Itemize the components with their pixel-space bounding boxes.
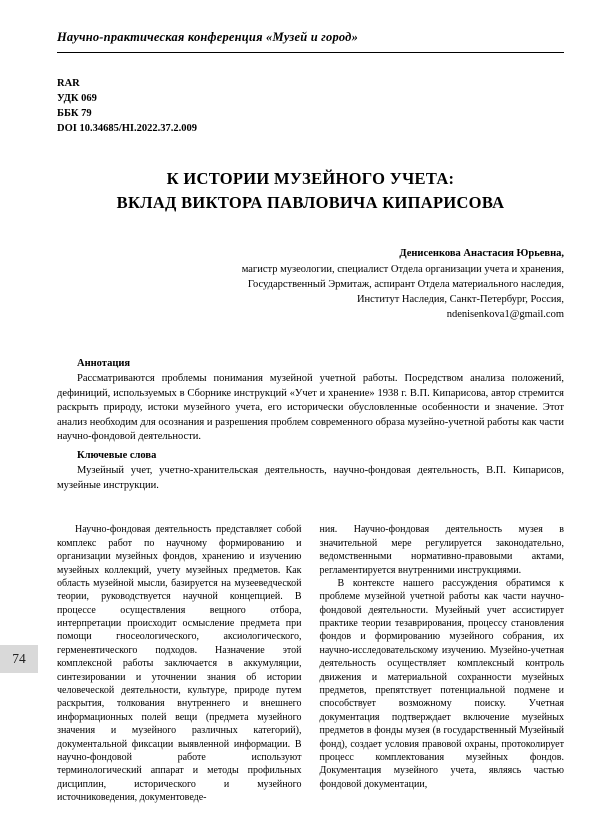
body-paragraph: Научно-фондовая деятельность представляет собой комплекс работ по научному формированию и организации музейных фондов, хранению и изучению музейных коллекций, учету музейных предметов. Как область музейной мысли, базируется на музееведческой теории, руководствуется научной концепцией. В процессе осуществления вещного отбора, интерпретации происходит осмысление предмета при помощи гносеологического, аксиологического, герменевтического подходов. Назначение этой комплексной работы заключается в аккумуляции, синтезировании и уточнении знания об истории человеческой деятельности, культуре, природе путем раскрытия, толкования внутреннего и внешнего информационных полей вещи (предмета музейного значения и музейного различных категорий), документальной фиксации выявленной информации. В научно-фондовой работе используют терминологический аппарат и методы профильных дисциплин, исторического и музейного источниковедения, документоведе- bbox=[57, 524, 302, 804]
keywords-heading: Ключевые слова bbox=[77, 449, 157, 461]
author-email: ndenisenkova1@gmail.com bbox=[446, 309, 564, 321]
author-block bbox=[57, 246, 564, 322]
body-column-right bbox=[320, 523, 565, 804]
abstract-heading: Аннотация bbox=[77, 357, 131, 369]
bbk-code: ББК 79 bbox=[57, 107, 92, 119]
title-line-1: К ИСТОРИИ МУЗЕЙНОГО УЧЕТА: bbox=[166, 168, 455, 188]
body-paragraph: В контексте нашего рассуждения обратимся к проблеме музейной учетной работы как части научно-фондовой деятельности. Музейный учет ассистирует практике теории тезаврирования, процессу становления фондов и формированию музейного собрания, их научно-исследовательскому изучению. Музейно-учетная деятельность осуществляет комплексный контроль движения и материальной сохранности музейных предметов, препятствует потенциальной подмене и способствует возможному поиску. Учетная документация подтверждает включение музейных предметов в фонды музея (в государственный Музейный фонд), создает условия правовой охраны, протоколирует процесс комплектования музейных фондов. Документация музейного учета, являясь частью фондовой документации, bbox=[319, 577, 564, 790]
page-number: 74 bbox=[12, 651, 26, 666]
abstract-section bbox=[57, 357, 564, 445]
body-paragraph: ния. Научно-фондовая деятельность музея в значительной мере регулируется законодательно, ведомственными нормативно-правовыми актами, регламентируется внутренними инструкциями. bbox=[319, 524, 564, 576]
keywords-section bbox=[57, 449, 564, 494]
article-title bbox=[57, 167, 564, 215]
article-type-code: RAR bbox=[57, 78, 80, 89]
title-line-2: ВКЛАД ВИКТОРА ПАВЛОВИЧА КИПАРИСОВА bbox=[116, 192, 505, 212]
author-name: Денисенкова Анастасия Юрьевна, bbox=[399, 248, 564, 260]
article-body bbox=[57, 523, 564, 804]
author-affiliation-3: Институт Наследия, Санкт-Петербург, Россия, bbox=[356, 294, 564, 306]
author-affiliation-1: магистр музеологии, специалист Отдела организации учета и хранения, bbox=[241, 263, 564, 275]
keywords-text: Музейный учет, учетно-хранительская деятельность, научно-фондовая деятельность, В.П. Кипарисов, музейные инструкции. bbox=[57, 465, 564, 491]
running-header bbox=[57, 30, 564, 53]
article-meta bbox=[57, 77, 564, 137]
body-column-left bbox=[57, 523, 302, 804]
abstract-text: Рассматриваются проблемы понимания музейной учетной работы. Посредством анализа положений, дефиниций, используемых в Сборнике инструкций «Учет и хранение» 1938 г. В.П. Кипарисова, автор стремится раскрыть природу, истоки музейного учета, его исторически обусловленные особенности и значение. Этот анализ необходим для осознания и разрешения проблем современного образа музейно-учетной работы как части научно-фондовой деятельности. bbox=[57, 373, 564, 443]
udc-code: УДК 069 bbox=[57, 92, 97, 104]
conference-title: Научно-практическая конференция «Музей и город» bbox=[57, 30, 359, 44]
doi: DOI 10.34685/HI.2022.37.2.009 bbox=[57, 122, 198, 134]
page-number-tab bbox=[0, 645, 38, 673]
author-affiliation-2: Государственный Эрмитаж, аспирант Отдела материального наследия, bbox=[247, 278, 564, 290]
